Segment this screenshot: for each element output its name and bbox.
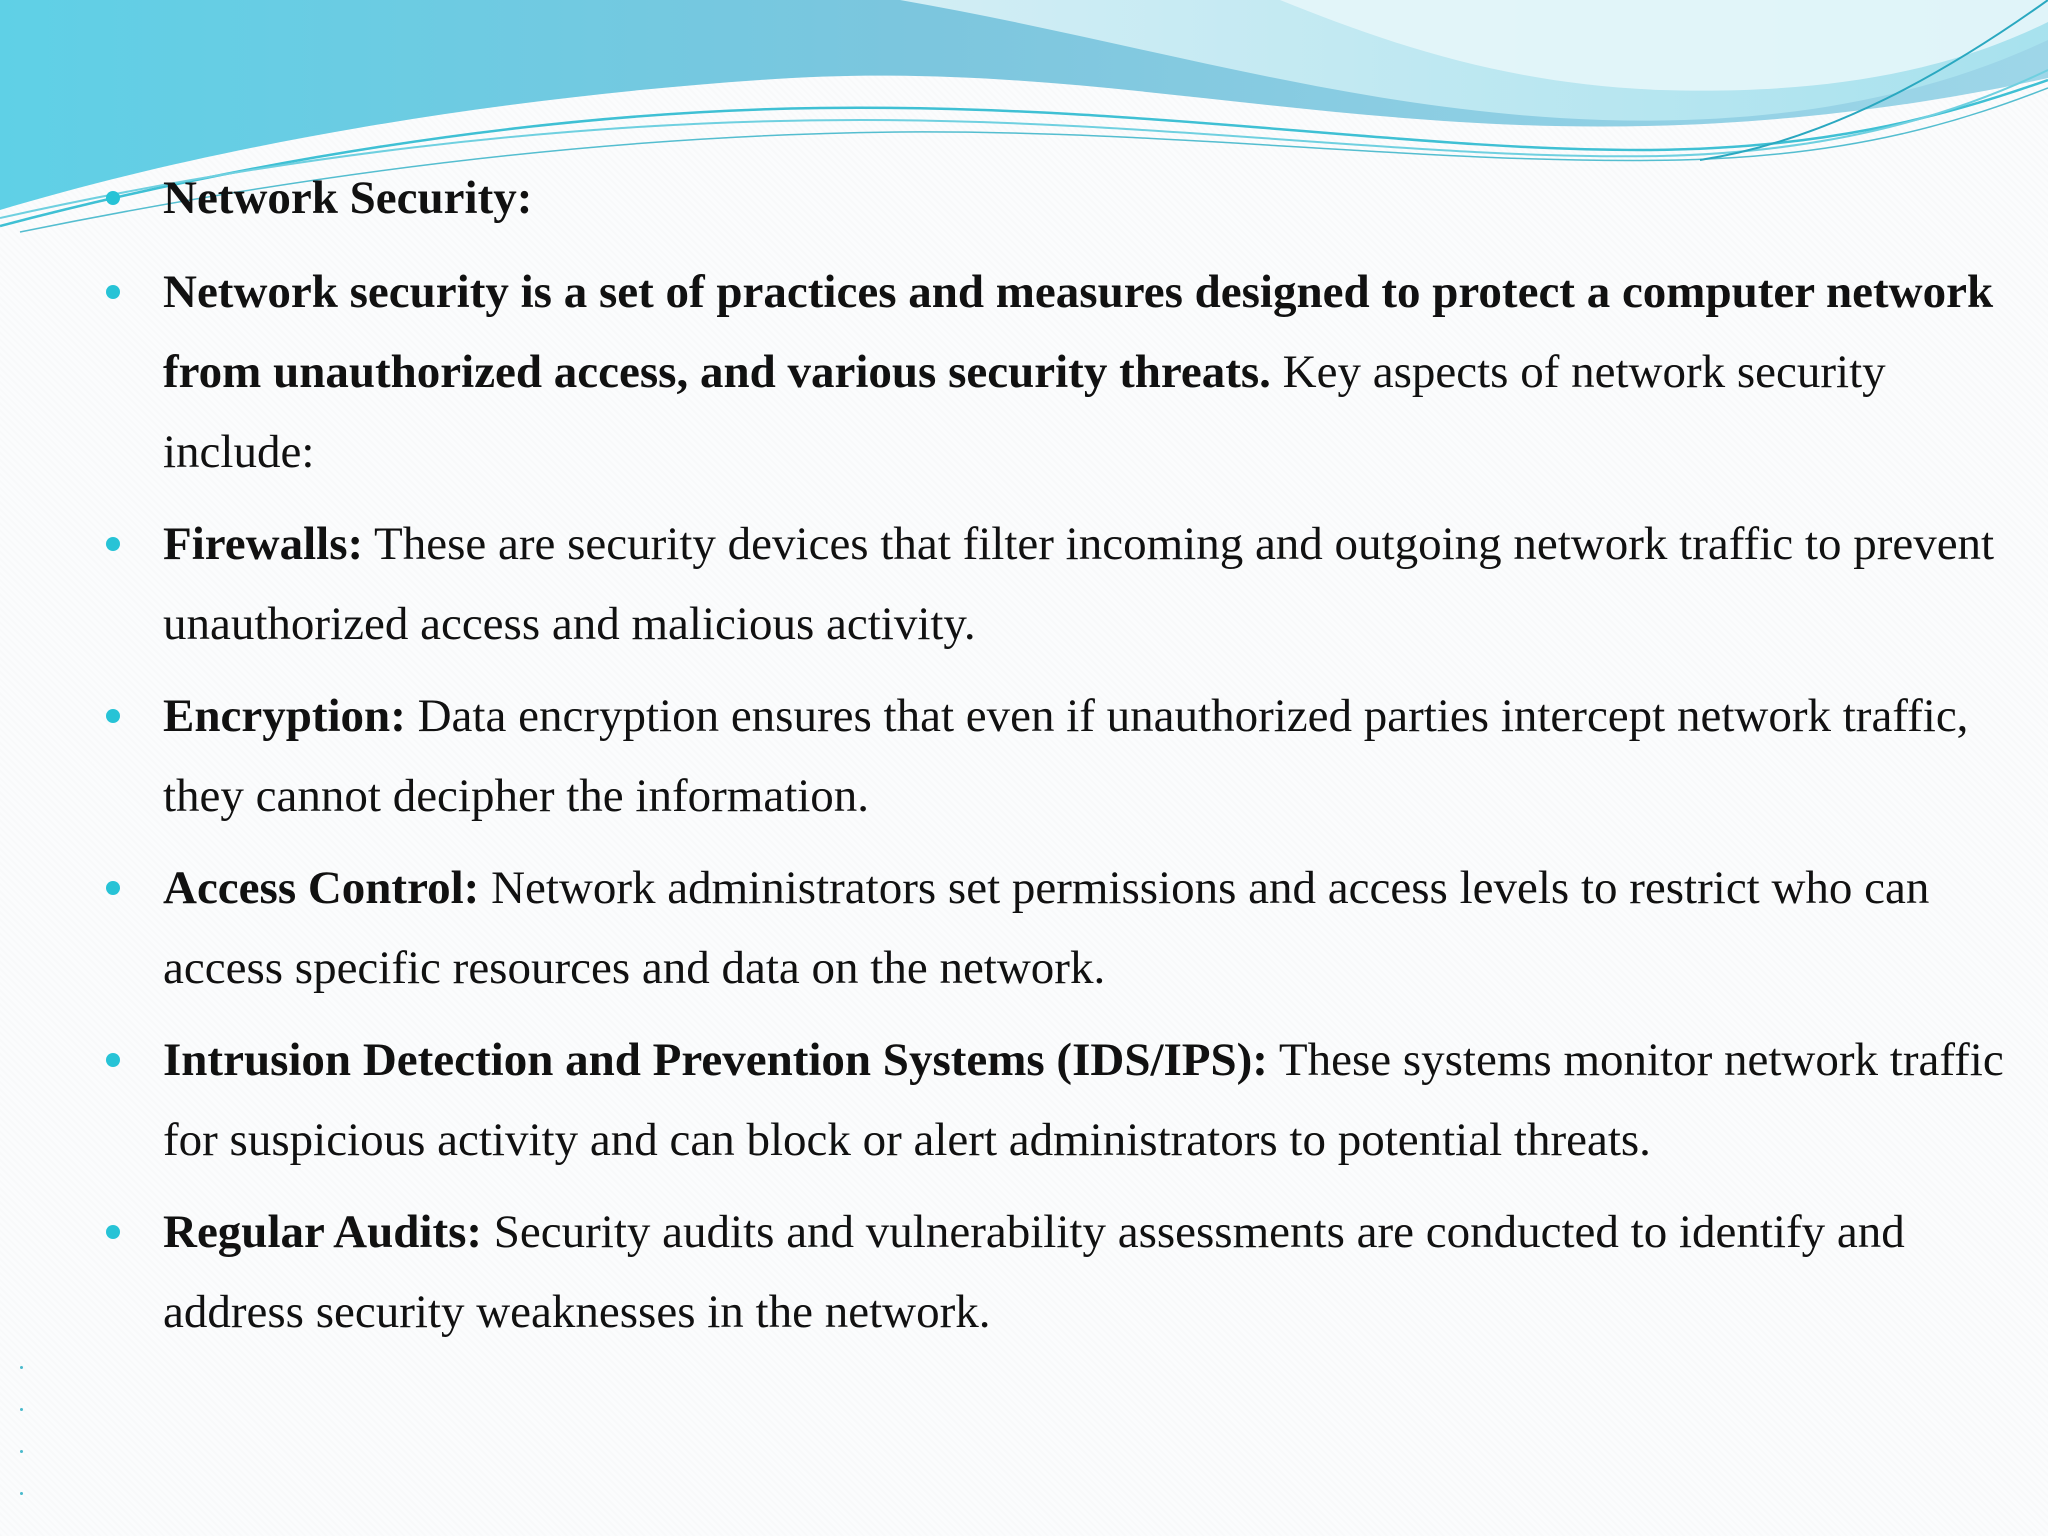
page-dots-decoration	[20, 1366, 26, 1534]
dot-icon	[20, 1408, 23, 1411]
item-text: These systems monitor network traffic for suspicious activity and can block or alert administrators to potential threats.	[163, 1034, 2004, 1166]
intro-bold-text: Network security is a set of practices and measures designed to protect a computer network from unauthorized access, and various security threats.	[163, 266, 1994, 398]
list-item-intro	[100, 252, 2040, 492]
item-text: These are security devices that filter incoming and outgoing network traffic to prevent unauthorized access and malicious activity.	[163, 518, 1995, 650]
item-text: Data encryption ensures that even if unauthorized parties intercept network traffic, they cannot decipher the information.	[163, 690, 1969, 822]
bullet-icon	[106, 881, 120, 895]
list-item-heading	[100, 158, 2040, 238]
bullet-icon	[106, 285, 120, 299]
dot-icon	[20, 1492, 23, 1495]
bullet-icon	[106, 1053, 120, 1067]
bullet-icon	[106, 191, 120, 205]
item-text: Network administrators set permissions and access levels to restrict who can access specific resources and data on the network.	[163, 862, 1930, 994]
item-text: Security audits and vulnerability assessments are conducted to identify and address security weaknesses in the network.	[163, 1206, 1905, 1338]
list-item-firewalls	[100, 504, 2040, 664]
item-title: Regular Audits:	[163, 1206, 483, 1258]
item-title: Access Control:	[163, 862, 480, 914]
list-item-regular-audits	[100, 1192, 2040, 1352]
dot-icon	[20, 1450, 23, 1453]
list-item-encryption	[100, 676, 2040, 836]
item-title: Encryption:	[163, 690, 406, 742]
bullet-icon	[106, 537, 120, 551]
list-item-ids-ips	[100, 1020, 2040, 1180]
intro-text: Key aspects of network security include:	[163, 346, 1886, 478]
item-title: Firewalls:	[163, 518, 364, 570]
slide-heading: Network Security:	[163, 172, 533, 224]
bullet-icon	[106, 709, 120, 723]
bullet-icon	[106, 1225, 120, 1239]
bullet-list	[100, 158, 2040, 1364]
list-item-access-control	[100, 848, 2040, 1008]
dot-icon	[20, 1366, 23, 1369]
item-title: Intrusion Detection and Prevention Systems (IDS/IPS):	[163, 1034, 1268, 1086]
